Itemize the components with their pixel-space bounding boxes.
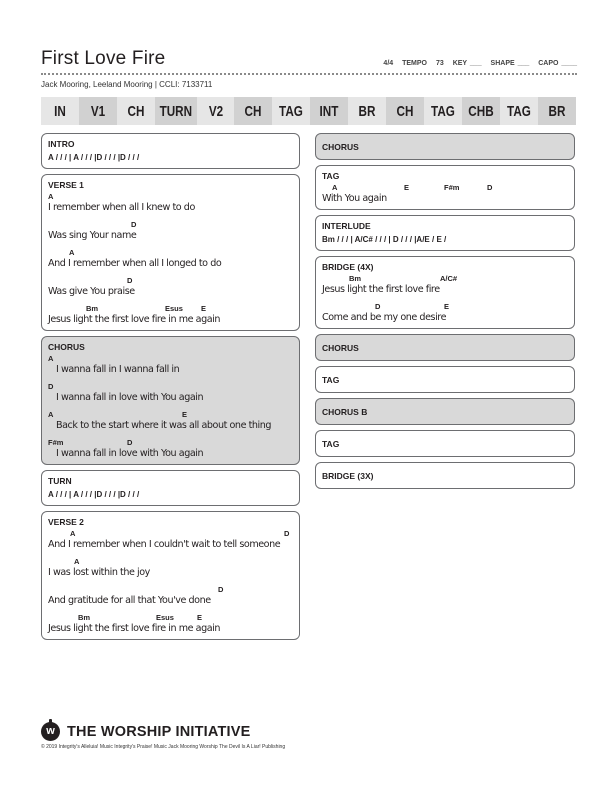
lyric-text: I wanna fall in I wanna fall in bbox=[56, 364, 180, 375]
line-gap bbox=[322, 296, 568, 301]
lyric-text: Was sing Your name bbox=[48, 230, 137, 241]
chord: D bbox=[127, 438, 133, 447]
lyric-lines bbox=[322, 274, 568, 324]
section-bridge-3x bbox=[315, 462, 575, 489]
chord: E bbox=[182, 410, 188, 419]
lyric-line bbox=[48, 276, 293, 298]
section-title: TURN bbox=[48, 476, 72, 486]
roadmap-cell bbox=[234, 97, 272, 125]
section-title: BRIDGE (3X) bbox=[322, 471, 374, 481]
line-gap bbox=[48, 376, 293, 381]
roadmap-label: V2 bbox=[208, 102, 223, 120]
chord-row bbox=[48, 220, 293, 230]
roadmap-label: TURN bbox=[159, 102, 192, 120]
chord: Bm bbox=[349, 274, 362, 283]
lyric-line bbox=[48, 192, 293, 214]
chord-row bbox=[48, 613, 293, 623]
chord-row bbox=[322, 183, 568, 193]
section-title: BRIDGE (4X) bbox=[322, 262, 374, 272]
footer-brand bbox=[41, 722, 251, 741]
lyric-text: With You again bbox=[322, 193, 387, 204]
roadmap-cell bbox=[462, 97, 500, 125]
lyric-line bbox=[322, 274, 568, 296]
section-verse-2 bbox=[41, 511, 300, 640]
lyric-text: I wanna fall in love with You again bbox=[56, 448, 204, 459]
lyric-line bbox=[322, 183, 568, 205]
roadmap-label: IN bbox=[54, 102, 66, 120]
chord: A bbox=[70, 529, 76, 538]
line-gap bbox=[48, 404, 293, 409]
song-title: First Love Fire bbox=[41, 48, 166, 69]
chord: D bbox=[375, 302, 381, 311]
chord-bars: A / / / | A / / / |D / / / |D / / / bbox=[48, 153, 140, 162]
lyric-text: I was lost within the joy bbox=[48, 567, 150, 578]
chord: E bbox=[444, 302, 450, 311]
section-chorus-b bbox=[315, 398, 575, 425]
roadmap-cell bbox=[117, 97, 155, 125]
chord: F#m bbox=[444, 183, 460, 192]
song-roadmap bbox=[41, 97, 576, 125]
lyric-line bbox=[48, 410, 293, 432]
lyric-text: Jesus light the first love fire bbox=[322, 284, 440, 295]
section-chorus-ref-2 bbox=[315, 334, 575, 361]
time-signature: 4/4 bbox=[383, 60, 394, 67]
chord: A bbox=[48, 354, 54, 363]
lyric-line bbox=[48, 438, 293, 460]
section-interlude bbox=[315, 215, 575, 251]
lyric-lines bbox=[48, 529, 293, 635]
roadmap-cell bbox=[538, 97, 576, 125]
roadmap-label: BR bbox=[548, 102, 566, 120]
chord: A bbox=[48, 192, 54, 201]
chord: D bbox=[284, 529, 290, 538]
line-gap bbox=[48, 551, 293, 556]
chord-row bbox=[48, 192, 293, 202]
line-gap bbox=[48, 270, 293, 275]
section-title: TAG bbox=[322, 375, 340, 385]
roadmap-label: V1 bbox=[90, 102, 106, 120]
roadmap-cell bbox=[197, 97, 235, 125]
lyric-line bbox=[322, 302, 568, 324]
lyric-line bbox=[48, 382, 293, 404]
roadmap-label: INT bbox=[319, 102, 339, 120]
chord: Esus bbox=[165, 304, 183, 313]
chord-row bbox=[48, 585, 293, 595]
chord: F#m bbox=[48, 438, 64, 447]
chord-row bbox=[48, 529, 293, 539]
roadmap-cell bbox=[386, 97, 424, 125]
line-gap bbox=[48, 298, 293, 303]
section-title: TAG bbox=[322, 171, 340, 181]
section-title: INTRO bbox=[48, 139, 75, 149]
section-title: INTERLUDE bbox=[322, 221, 371, 231]
lyric-line bbox=[48, 585, 293, 607]
lyric-text: And I remember when I couldn't wait to tell someone bbox=[48, 539, 281, 550]
lyric-line bbox=[48, 304, 293, 326]
song-authors: Jack Mooring, Leeland Mooring | CCLI: 7133711 bbox=[41, 80, 213, 89]
lyric-lines bbox=[48, 192, 293, 326]
line-gap bbox=[48, 242, 293, 247]
section-chorus bbox=[41, 336, 300, 465]
lyric-line bbox=[48, 354, 293, 376]
chord-row bbox=[48, 304, 293, 314]
section-title: CHORUS bbox=[322, 142, 359, 152]
lyric-line bbox=[48, 248, 293, 270]
roadmap-label: CH bbox=[127, 102, 145, 120]
tempo-label: TEMPO bbox=[402, 60, 427, 67]
chord: A bbox=[74, 557, 80, 566]
section-tag-3 bbox=[315, 430, 575, 457]
lyric-lines bbox=[322, 183, 568, 205]
tempo-value: 73 bbox=[435, 60, 444, 67]
lyric-text: Come and be my one desire bbox=[322, 312, 447, 323]
lyric-lines bbox=[48, 354, 293, 460]
chord: E bbox=[201, 304, 207, 313]
capo-field: CAPO ____ bbox=[538, 60, 577, 67]
line-gap bbox=[48, 579, 293, 584]
chord: E bbox=[404, 183, 410, 192]
roadmap-cell bbox=[424, 97, 462, 125]
chord: A bbox=[332, 183, 338, 192]
chord: A bbox=[69, 248, 75, 257]
roadmap-label: BR bbox=[358, 102, 376, 120]
lyric-text: Jesus light the first love fire in me again bbox=[48, 623, 220, 634]
section-title: VERSE 2 bbox=[48, 517, 84, 527]
chord: D bbox=[487, 183, 493, 192]
chord: A bbox=[48, 410, 54, 419]
copyright-notice: © 2019 Integrity's Alleluia! Music Integrity's Praise! Music Jack Mooring Worship The Devil Is A Liar! Publishing bbox=[41, 744, 286, 750]
chord-row bbox=[322, 302, 568, 312]
chord-row bbox=[48, 438, 293, 448]
chord: D bbox=[131, 220, 137, 229]
worship-initiative-logo-icon: w bbox=[41, 722, 60, 741]
chord-row bbox=[48, 382, 293, 392]
lyric-text: And gratitude for all that You've done bbox=[48, 595, 211, 606]
roadmap-cell bbox=[41, 97, 79, 125]
header-divider bbox=[41, 73, 577, 75]
chord: A/C# bbox=[440, 274, 458, 283]
lyric-text: And I remember when all I longed to do bbox=[48, 258, 222, 269]
line-gap bbox=[48, 607, 293, 612]
lyric-line bbox=[48, 220, 293, 242]
shape-field: SHAPE ___ bbox=[490, 60, 530, 67]
line-gap bbox=[48, 214, 293, 219]
roadmap-cell bbox=[155, 97, 197, 125]
section-bridge bbox=[315, 256, 575, 329]
roadmap-cell bbox=[79, 97, 117, 125]
chord: Bm bbox=[78, 613, 91, 622]
chord-row bbox=[48, 248, 293, 258]
roadmap-label: TAG bbox=[507, 102, 532, 120]
chord-row bbox=[48, 410, 293, 420]
roadmap-label: CH bbox=[396, 102, 414, 120]
lyric-text: I remember when all I knew to do bbox=[48, 202, 195, 213]
chord-bars: A / / / | A / / / |D / / / |D / / / bbox=[48, 490, 140, 499]
roadmap-cell bbox=[272, 97, 310, 125]
song-meta bbox=[377, 60, 577, 67]
section-title: CHORUS B bbox=[322, 407, 368, 417]
section-tag-2 bbox=[315, 366, 575, 393]
right-column bbox=[315, 133, 575, 494]
roadmap-label: CHB bbox=[468, 102, 494, 120]
roadmap-label: TAG bbox=[279, 102, 304, 120]
lyric-line bbox=[48, 529, 293, 551]
lyric-text: Jesus light the first love fire in me again bbox=[48, 314, 220, 325]
section-chorus-ref bbox=[315, 133, 575, 160]
section-title: VERSE 1 bbox=[48, 180, 84, 190]
section-title: TAG bbox=[322, 439, 340, 449]
roadmap-label: CH bbox=[245, 102, 262, 120]
chord: E bbox=[197, 613, 203, 622]
chord: Esus bbox=[156, 613, 174, 622]
roadmap-label: TAG bbox=[431, 102, 456, 120]
key-field: KEY ___ bbox=[452, 60, 482, 67]
roadmap-cell bbox=[310, 97, 348, 125]
lyric-text: Was give You praise bbox=[48, 286, 135, 297]
lyric-text: Back to the start where it was all about one thing bbox=[56, 420, 272, 431]
chord-row bbox=[48, 354, 293, 364]
section-turn bbox=[41, 470, 300, 506]
lyric-text: I wanna fall in love with You again bbox=[56, 392, 204, 403]
chord-row bbox=[48, 557, 293, 567]
roadmap-cell bbox=[348, 97, 386, 125]
section-verse-1 bbox=[41, 174, 300, 331]
lyric-line bbox=[48, 613, 293, 635]
line-gap bbox=[48, 432, 293, 437]
chord-row bbox=[48, 276, 293, 286]
chord: Bm bbox=[86, 304, 99, 313]
section-tag bbox=[315, 165, 575, 210]
chord-bars: Bm / / / | A/C# / / / | D / / / |A/E / E / bbox=[322, 235, 447, 244]
brand-name: THE WORSHIP INITIATIVE bbox=[67, 723, 251, 740]
roadmap-cell bbox=[500, 97, 538, 125]
section-title: CHORUS bbox=[322, 343, 359, 353]
chord-row bbox=[322, 274, 568, 284]
lyric-line bbox=[48, 557, 293, 579]
chord: D bbox=[48, 382, 54, 391]
section-intro bbox=[41, 133, 300, 169]
chord: D bbox=[127, 276, 133, 285]
chord: D bbox=[218, 585, 224, 594]
left-column bbox=[41, 133, 300, 645]
section-title: CHORUS bbox=[48, 342, 85, 352]
